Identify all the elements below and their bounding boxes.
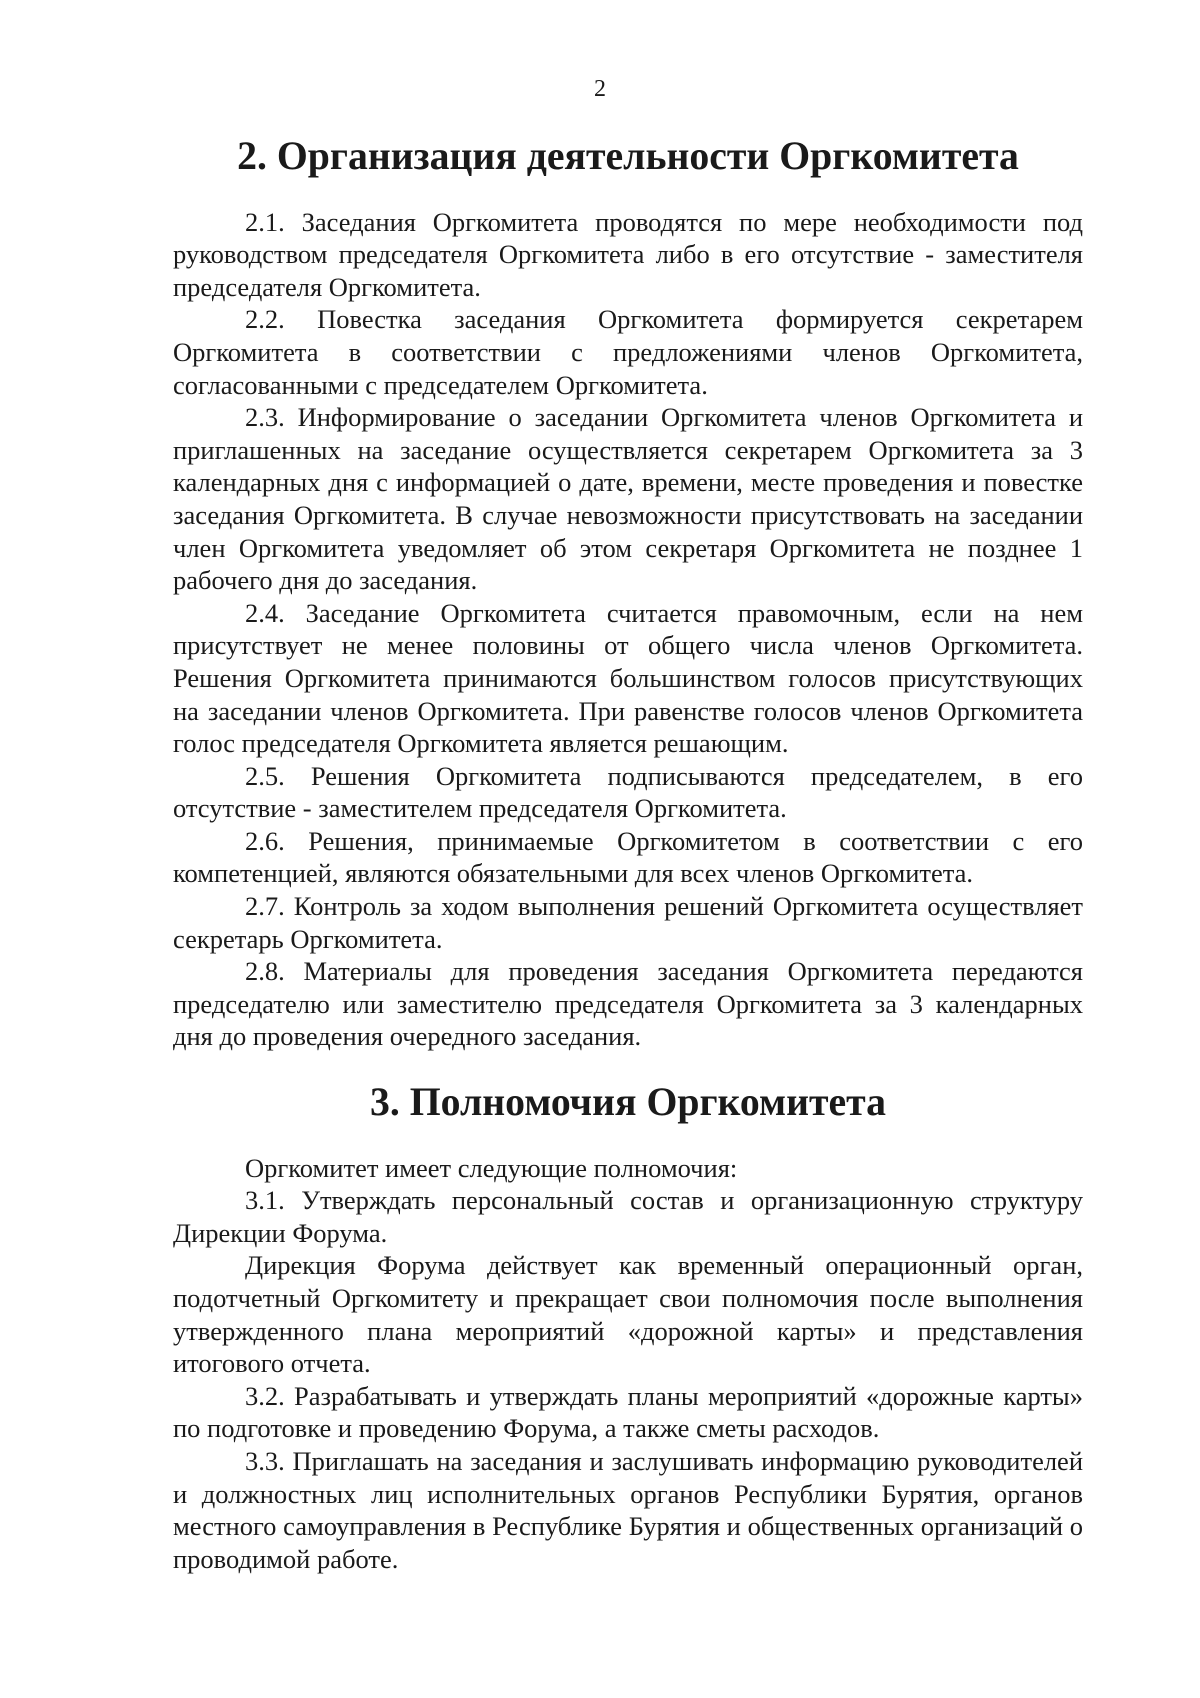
paragraph-2-7: 2.7. Контроль за ходом выполнения решений Оргкомитета осуществляет секретарь Оргкомитета. [173,891,1083,954]
paragraph-2-3: 2.3. Информирование о заседании Оргкомитета членов Оргкомитета и приглашенных на заседание осуществляется секретарем Оргкомитета за 3 календарных дня с информацией о дате, времени, месте проведения и повестке заседания Оргкомитета. В случае невозможности присутствовать на заседании член Оргкомитета уведомляет об этом секретаря Оргкомитета не позднее 1 рабочего дня до заседания. [173,402,1083,596]
paragraph-2-4: 2.4. Заседание Оргкомитета считается правомочным, если на нем присутствует не менее половины от общего числа членов Оргкомитета. Решения Оргкомитета принимаются большинством голосов присутствующих на заседании членов Оргкомитета. При равенстве голосов членов Оргкомитета голос председателя Оргкомитета является решающим. [173,597,1083,759]
page-number: 2 [594,76,606,102]
paragraph-3-intro: Оргкомитет имеет следующие полномочия: [245,1152,738,1183]
paragraph-3-2: 3.2. Разрабатывать и утверждать планы мероприятий «дорожные карты» по подготовке и проведению Форума, а также сметы расходов. [173,1380,1083,1444]
section-3-title: 3. Полномочия Оргкомитета [369,1080,887,1125]
paragraph-3-1-note: Дирекция Форума действует как временный операционный орган, подотчетный Оргкомитету и прекращает свои полномочия после выполнения утвержденного плана мероприятий «дорожной карты» и представления итогового отчета. [173,1250,1083,1379]
paragraph-2-2: 2.2. Повестка заседания Оргкомитета формируется секретарем Оргкомитета в соответствии с предложениями членов Оргкомитета, согласованными с председателем Оргкомитета. [173,304,1083,400]
paragraph-2-5: 2.5. Решения Оргкомитета подписываются председателем, в его отсутствие - заместителем председателя Оргкомитета. [173,760,1083,824]
paragraph-2-6: 2.6. Решения, принимаемые Оргкомитетом в соответствии с его компетенцией, являются обязательными для всех членов Оргкомитета. [173,825,1083,889]
document-body [173,134,1083,1575]
paragraph-2-8: 2.8. Материалы для проведения заседания Оргкомитета передаются председателю или заместителю председателя Оргкомитета за 3 календарных дня до проведения очередного заседания. [173,956,1083,1052]
section-2-title: 2. Организация деятельности Оргкомитета [237,134,1019,178]
paragraph-3-3: 3.3. Приглашать на заседания и заслушивать информацию руководителей и должностных лиц исполнительных органов Республики Бурятия, органов местного самоуправления в Республике Бурятия и общественных организаций о проводимой работе. [173,1445,1083,1574]
paragraph-3-1: 3.1. Утверждать персональный состав и организационную структуру Дирекции Форума. [173,1185,1083,1248]
paragraph-2-1: 2.1. Заседания Оргкомитета проводятся по мере необходимости под руководством председателя Оргкомитета либо в его отсутствие - заместителя председателя Оргкомитета. [173,206,1083,302]
